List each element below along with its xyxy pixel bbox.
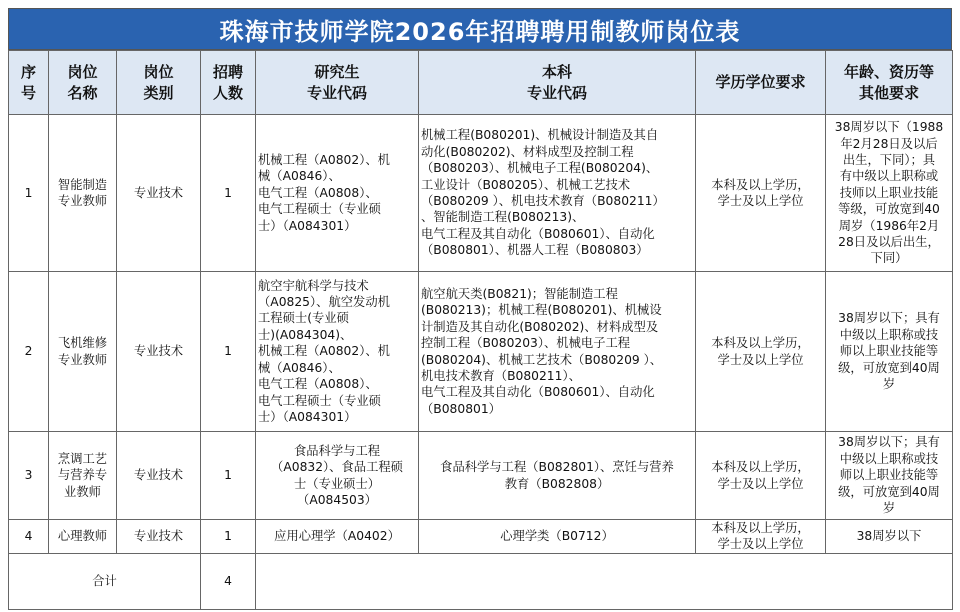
total-count: 4 [201,553,256,609]
cell-category: 专业技术 [117,520,201,554]
cell-undergrad: 心理学类（B0712） [419,520,696,554]
header-no: 序 号 [9,51,49,115]
cell-name: 飞机维修 专业教师 [49,272,117,432]
table-row [9,272,953,432]
page-title: 珠海市技师学院2026年招聘聘用制教师岗位表 [8,8,952,50]
cell-grad: 航空宇航科学与技术 （A0825）、航空发动机 工程硕士(专业硕 士)(A084304)、 机械工程（A0802）、机 械（A0846）、 电气工程（A0808）、 电气工程硕士（专业硕 士）（A084301） [256,272,419,432]
cell-count: 1 [201,115,256,272]
header-other: 年龄、资历等 其他要求 [826,51,953,115]
cell-undergrad: 航空航天类(B0821)；智能制造工程 (B080213)；机械工程(B080201)、机械设 计制造及其自动化(B080202)、材料成型及 控制工程（B080203）、机械电子工程 (B080204)、机械工艺技术（B080209 ）、 机电技术教育（B080211）、 电气工程及其自动化（B080601）、自动化 （B080801） [419,272,696,432]
cell-other: 38周岁以下 [826,520,953,554]
cell-grad: 食品科学与工程 （A0832）、食品工程硕 士（专业硕士） （A084503） [256,432,419,520]
cell-no: 4 [9,520,49,554]
header-name: 岗位 名称 [49,51,117,115]
table-row [9,432,953,520]
cell-degree: 本科及以上学历， 学士及以上学位 [696,432,826,520]
cell-category: 专业技术 [117,115,201,272]
cell-other: 38周岁以下（1988 年2月28日及以后 出生，下同）；具 有中级以上职称或 技师以上职业技能 等级，可放宽到40 周岁（1986年2月 28日及以后出生， 下同） [826,115,953,272]
cell-other: 38周岁以下；具有 中级以上职称或技 师以上职业技能等 级，可放宽到40周 岁 [826,432,953,520]
total-row [9,553,953,609]
cell-category: 专业技术 [117,272,201,432]
header-category: 岗位 类别 [117,51,201,115]
cell-grad: 机械工程（A0802）、机 械（A0846）、 电气工程（A0808）、 电气工程硕士（专业硕 士）（A084301） [256,115,419,272]
cell-degree: 本科及以上学历， 学士及以上学位 [696,272,826,432]
job-table-document [8,8,952,610]
cell-count: 1 [201,432,256,520]
cell-undergrad: 食品科学与工程（B082801）、烹饪与营养 教育（B082808） [419,432,696,520]
cell-other: 38周岁以下；具有 中级以上职称或技 师以上职业技能等 级，可放宽到40周 岁 [826,272,953,432]
total-empty [256,553,953,609]
positions-table [8,50,953,610]
header-degree: 学历学位要求 [696,51,826,115]
cell-name: 智能制造 专业教师 [49,115,117,272]
cell-no: 3 [9,432,49,520]
header-row [9,51,953,115]
cell-count: 1 [201,520,256,554]
header-grad: 研究生 专业代码 [256,51,419,115]
cell-category: 专业技术 [117,432,201,520]
cell-no: 1 [9,115,49,272]
table-row [9,520,953,554]
cell-degree: 本科及以上学历， 学士及以上学位 [696,520,826,554]
cell-count: 1 [201,272,256,432]
cell-grad: 应用心理学（A0402） [256,520,419,554]
cell-name: 心理教师 [49,520,117,554]
cell-degree: 本科及以上学历， 学士及以上学位 [696,115,826,272]
header-undergrad: 本科 专业代码 [419,51,696,115]
cell-name: 烹调工艺 与营养专 业教师 [49,432,117,520]
table-row [9,115,953,272]
cell-undergrad: 机械工程(B080201)、机械设计制造及其自 动化(B080202)、材料成型及控制工程 （B080203）、机械电子工程(B080204)、 工业设计（B080205）、机械工艺技术 （B080209 ）、机电技术教育（B080211） 、智能制造工程(B080213)、 电气工程及其自动化（B080601）、自动化 （B080801）、机器人工程（B080803） [419,115,696,272]
total-label: 合计 [9,553,201,609]
header-count: 招聘 人数 [201,51,256,115]
cell-no: 2 [9,272,49,432]
